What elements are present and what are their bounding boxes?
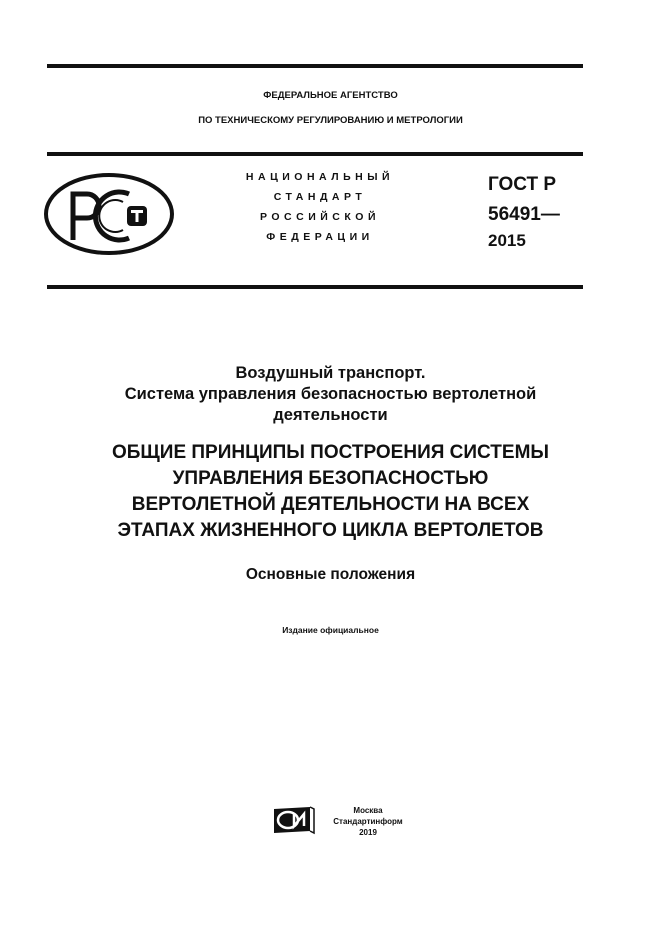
subtitle: [0, 363, 661, 426]
standard-type: [215, 167, 425, 247]
main-title-line: УПРАВЛЕНИЯ БЕЗОПАСНОСТЬЮ: [172, 468, 489, 489]
publisher-city: Москва: [353, 806, 383, 815]
main-title-line: ВЕРТОЛЕТНОЙ ДЕЯТЕЛЬНОСТИ НА ВСЕХ: [131, 494, 530, 515]
standard-type-line: РОССИЙСКОЙ: [260, 211, 380, 223]
edition-label: Издание официальное: [282, 625, 379, 635]
standard-code: [488, 170, 560, 256]
basic-provisions: Основные положения: [245, 566, 416, 583]
standard-type-line: СТАНДАРТ: [273, 191, 367, 203]
standard-code-line: 2015: [488, 231, 526, 250]
bottom-rule: [47, 285, 583, 289]
main-title: [0, 440, 661, 544]
subtitle-line: деятельности: [273, 406, 388, 424]
publisher-year: 2019: [359, 828, 377, 837]
subtitle-line: Воздушный транспорт.: [235, 364, 426, 382]
standard-code-line: 56491—: [488, 204, 560, 225]
standard-code-line: ГОСТ Р: [488, 174, 557, 195]
agency-line-2: ПО ТЕХНИЧЕСКОМУ РЕГУЛИРОВАНИЮ И МЕТРОЛОГИИ: [198, 115, 463, 126]
publisher-name: Стандартинформ: [333, 817, 403, 826]
standard-type-line: ФЕДЕРАЦИИ: [266, 231, 374, 243]
middle-rule: [47, 152, 583, 156]
subtitle-line: Система управления безопасностью вертолетной: [124, 385, 537, 403]
publisher-info: [328, 805, 408, 838]
standartinform-logo-icon: [272, 805, 316, 835]
top-rule: [47, 64, 583, 68]
rst-logo-icon: [43, 172, 175, 256]
main-title-line: ОБЩИЕ ПРИНЦИПЫ ПОСТРОЕНИЯ СИСТЕМЫ: [112, 442, 549, 463]
agency-line-1: ФЕДЕРАЛЬНОЕ АГЕНТСТВО: [263, 90, 398, 101]
standard-type-line: НАЦИОНАЛЬНЫЙ: [245, 171, 395, 183]
main-title-line: ЭТАПАХ ЖИЗНЕННОГО ЦИКЛА ВЕРТОЛЕТОВ: [117, 520, 544, 541]
